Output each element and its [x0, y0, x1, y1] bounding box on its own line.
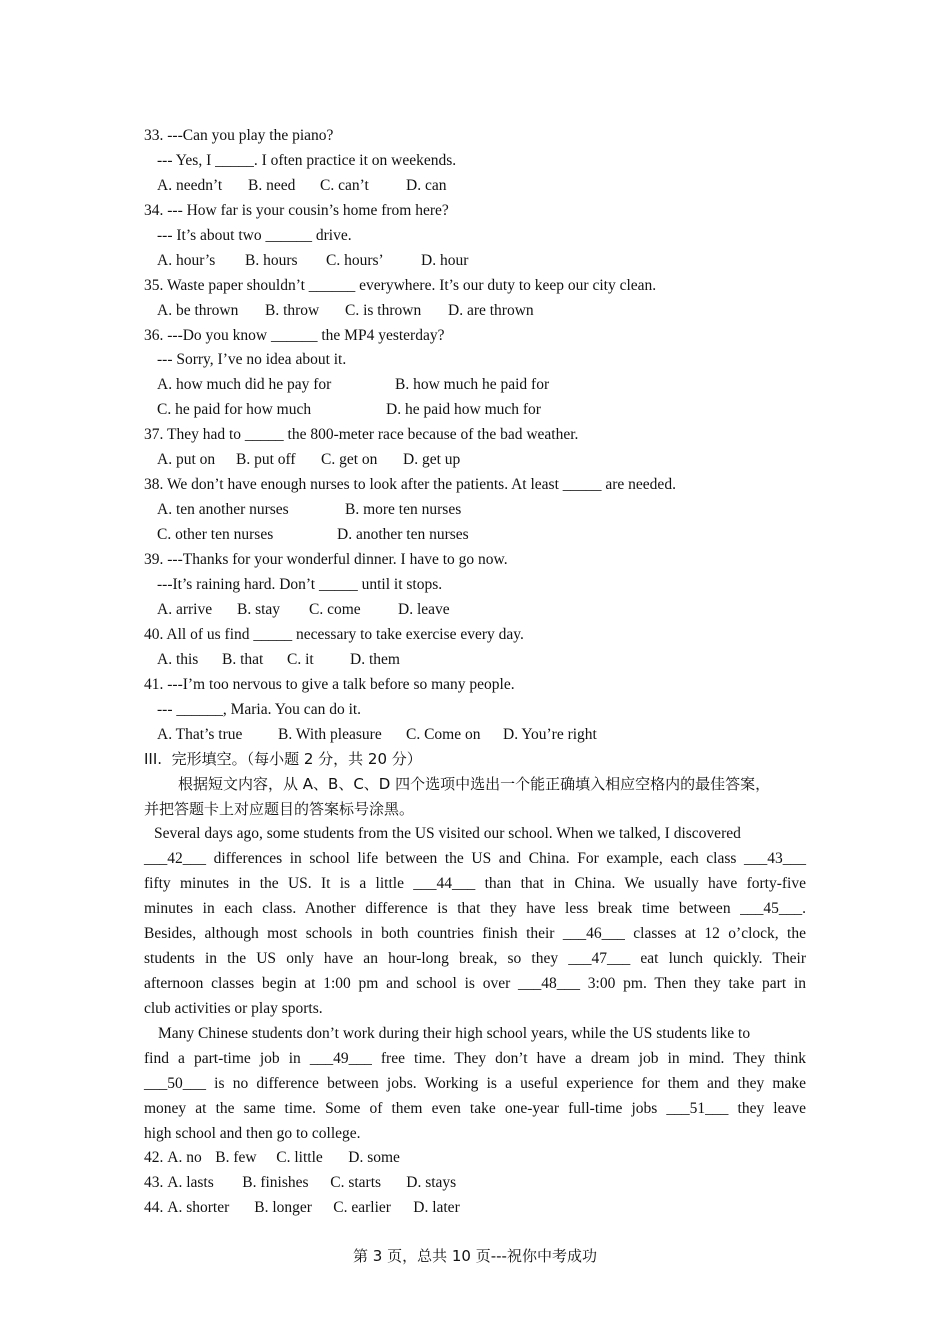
question-line: ---It’s raining hard. Don’t _____ until it stops.	[157, 575, 443, 593]
option-row	[144, 299, 806, 324]
option-row	[144, 398, 806, 423]
option-a: A. arrive	[157, 600, 213, 618]
option-b: B. how much he paid for	[395, 376, 550, 394]
option-c: C. hours’	[326, 251, 384, 269]
option-row	[144, 523, 806, 548]
option-c: C. little	[276, 1149, 323, 1167]
option-b: B. few	[215, 1149, 257, 1167]
option-b: B. hours	[245, 251, 298, 269]
option-a: A. put on	[157, 451, 216, 469]
option-c: C. earlier	[333, 1199, 391, 1217]
option-a: A. hour’s	[157, 251, 216, 269]
option-row	[144, 723, 806, 748]
question-stem: --- How far is your cousin’s home from here?	[167, 201, 449, 219]
question-stem: All of us find _____ necessary to take exercise every day.	[166, 625, 524, 643]
option-row	[144, 373, 806, 398]
option-c: C. other ten nurses	[157, 526, 274, 543]
option-d: D. another ten nurses	[337, 526, 469, 543]
option-row	[144, 174, 806, 199]
passage-line: find a part-time job in ___49___ free time. They don’t have a dream job in mind. They think	[144, 1049, 806, 1067]
option-row	[144, 648, 806, 673]
question-37: 37. They had to _____ the 800-meter race because of the bad weather.	[144, 426, 579, 444]
question-line: --- ______, Maria. You can do it.	[157, 700, 362, 718]
option-c: C. he paid for how much	[157, 401, 312, 419]
option-d: D. are thrown	[448, 301, 534, 319]
question-40: 40. All of us find _____ necessary to take exercise every day.	[144, 625, 524, 643]
option-a: A. lasts	[167, 1174, 214, 1192]
page-footer: 第 3 页，总共 10 页---祝你中考成功	[353, 1247, 597, 1265]
option-d: D. get up	[403, 451, 461, 469]
question-line: --- It’s about two ______ drive.	[157, 226, 352, 244]
option-c: C. get on	[321, 451, 378, 469]
passage-line: money at the same time. Some of them even take one-year full-time jobs ___51___ they leave	[144, 1099, 806, 1117]
option-a: A. shorter	[167, 1199, 230, 1217]
option-c: C. starts	[330, 1174, 382, 1192]
option-c: C. it	[287, 650, 314, 668]
question-stem: ---Do you know ______ the MP4 yesterday?	[167, 326, 445, 344]
question-stem: ---Thanks for your wonderful dinner. I have to go now.	[167, 550, 508, 568]
passage-line: ___50___ is no difference between jobs. Working is a useful experience for them and they make	[144, 1074, 806, 1092]
option-b: B. With pleasure	[278, 725, 382, 743]
option-d: D. You’re right	[503, 725, 597, 743]
option-b: B. more ten nurses	[345, 501, 462, 519]
option-c: C. Come on	[406, 725, 481, 743]
option-c: C. can’t	[320, 176, 369, 194]
cloze-option-row-44: 44. A. shorter B. longer C. earlier D. later	[144, 1196, 806, 1221]
passage-paragraph-1	[144, 822, 806, 1022]
option-b: B. throw	[265, 301, 320, 319]
cloze-option-row-42: 42. A. no B. few C. little D. some	[144, 1146, 806, 1171]
option-a: A. this	[157, 650, 199, 668]
passage-line: high school and then go to college.	[144, 1124, 361, 1142]
option-a: A. That’s true	[157, 725, 243, 743]
option-b: B. stay	[237, 600, 281, 618]
option-b: B. put off	[236, 451, 296, 469]
passage-line: afternoon classes begin at 1:00 pm and school is over ___48___ 3:00 pm. Then they take part in	[144, 974, 806, 992]
option-d: D. some	[348, 1149, 400, 1167]
passage-line: fifty minutes in the US. It is a little ___44___ than that in China. We usually have forty-five	[144, 875, 806, 893]
option-a: A. be thrown	[157, 301, 239, 319]
question-41: 41. ---I’m too nervous to give a talk before so many people.	[144, 675, 515, 693]
page-content	[144, 124, 806, 1221]
option-row	[144, 249, 806, 274]
option-b: B. finishes	[242, 1174, 309, 1192]
question-33: 33. ---Can you play the piano?	[144, 127, 334, 144]
question-stem: We don’t have enough nurses to look after the patients. At least _____ are needed.	[166, 476, 676, 494]
option-a: A. ten another nurses	[157, 501, 289, 519]
question-stem: Waste paper shouldn’t ______ everywhere. It’s our duty to keep our city clean.	[166, 276, 657, 294]
option-row	[144, 598, 806, 623]
passage-line: students in the US only have an hour-long break, so they ___47___ eat lunch quickly. Their	[144, 949, 806, 967]
cloze-option-row-43: 43. A. lasts B. finishes C. starts D. stays	[144, 1171, 806, 1196]
option-a: A. how much did he pay for	[157, 376, 332, 394]
option-c: C. come	[309, 600, 361, 618]
question-line: --- Sorry, I’ve no idea about it.	[157, 351, 347, 369]
option-d: D. stays	[406, 1174, 457, 1192]
option-a: A. no	[167, 1149, 202, 1167]
section-instruction: 根据短文内容，从 A、B、C、D 四个选项中选出一个能正确填入相应空格内的最佳答案，	[178, 775, 771, 794]
option-d: D. can	[406, 176, 447, 194]
passage-line: minutes in each class. Another difference is that they have less break time between ___45___.	[144, 900, 806, 918]
section-heading: III. 完形填空。（每小题 2 分，共 20 分）	[144, 750, 422, 769]
question-stem: They had to _____ the 800-meter race because of the bad weather.	[166, 426, 579, 444]
question-38: 38. We don’t have enough nurses to look after the patients. At least _____ are needed.	[144, 476, 676, 494]
passage-line: Besides, although most schools in both countries finish their ___46___ classes at 12 o’clock, the	[144, 925, 806, 942]
option-d: D. them	[350, 650, 400, 668]
passage-line: Many Chinese students don’t work during their high school years, while the US students like to	[158, 1024, 751, 1042]
option-d: D. hour	[421, 251, 469, 269]
option-b: B. that	[222, 650, 264, 668]
passage-paragraph-2	[144, 1022, 806, 1147]
question-36: 36. ---Do you know ______ the MP4 yesterday?	[144, 326, 445, 344]
option-row	[144, 498, 806, 523]
option-c: C. is thrown	[345, 301, 422, 319]
passage-line: Several days ago, some students from the US visited our school. When we talked, I discovered	[154, 825, 741, 843]
option-b: B. need	[248, 176, 296, 194]
question-line: --- Yes, I _____. I often practice it on weekends.	[157, 151, 457, 169]
option-a: A. needn’t	[157, 176, 223, 194]
option-row	[144, 448, 806, 473]
question-stem: ---Can you play the piano?	[167, 127, 334, 144]
option-d: D. leave	[398, 600, 450, 618]
passage-line: ___42___ differences in school life between the US and China. For example, each class ___43___	[144, 850, 806, 868]
question-39: 39. ---Thanks for your wonderful dinner. I have to go now.	[144, 550, 508, 568]
section-instruction: 并把答题卡上对应题目的答案标号涂黑。	[144, 800, 415, 819]
question-stem: ---I’m too nervous to give a talk before so many people.	[167, 675, 515, 693]
option-d: D. he paid how much for	[386, 401, 541, 419]
option-d: D. later	[413, 1199, 460, 1217]
question-34: 34. --- How far is your cousin’s home from here?	[144, 201, 449, 219]
option-b: B. longer	[254, 1199, 312, 1217]
passage-line: club activities or play sports.	[144, 999, 323, 1017]
question-35: 35. Waste paper shouldn’t ______ everywhere. It’s our duty to keep our city clean.	[144, 276, 657, 294]
